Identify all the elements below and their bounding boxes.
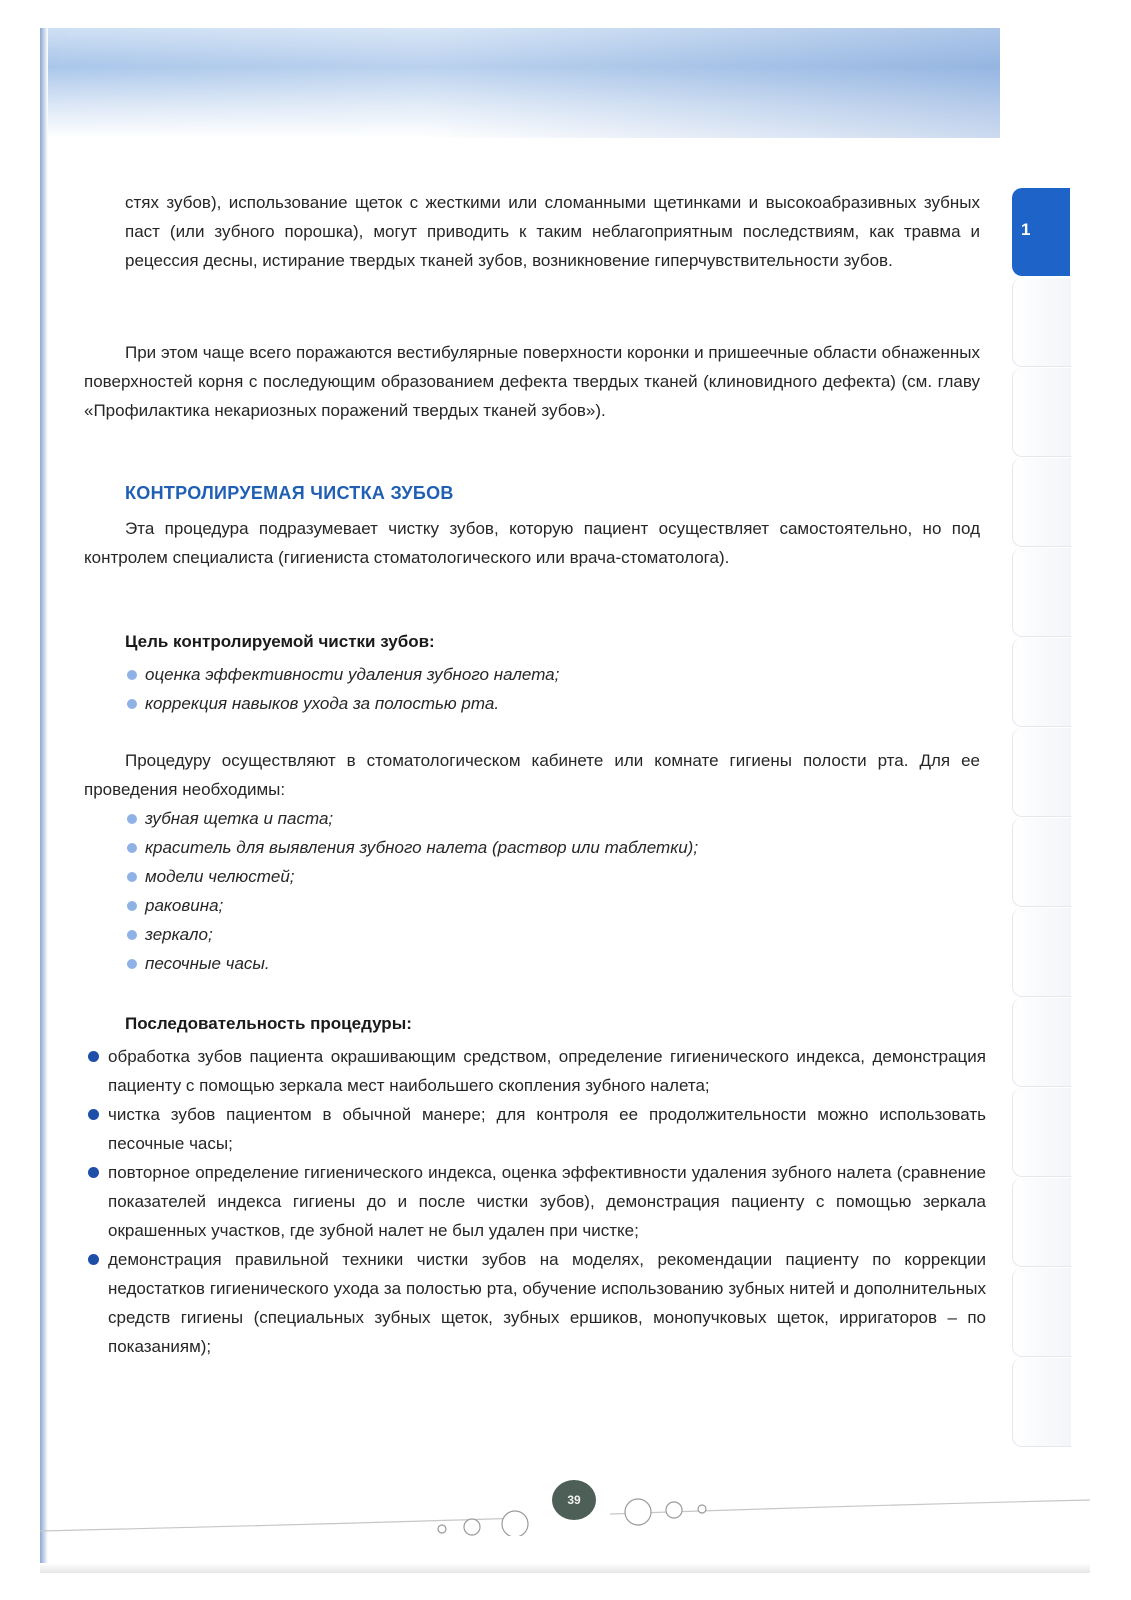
needs-list bbox=[125, 804, 985, 978]
list-item: песочные часы. bbox=[125, 949, 985, 978]
goal-list bbox=[125, 660, 985, 718]
sequence-heading: Последовательность процедуры: bbox=[125, 1014, 412, 1033]
list-item: коррекция навыков ухода за полостью рта. bbox=[125, 689, 985, 718]
chapter-tab[interactable] bbox=[1012, 1358, 1071, 1447]
chapter-tab[interactable] bbox=[1012, 1178, 1071, 1267]
list-item: модели челюстей; bbox=[125, 862, 985, 891]
header-gradient-band bbox=[40, 28, 1000, 138]
chapter-tab-active[interactable] bbox=[1012, 188, 1070, 276]
decor-circle-icon bbox=[625, 1499, 651, 1525]
chapter-tab[interactable] bbox=[1012, 818, 1071, 907]
chapter-tab[interactable] bbox=[1012, 908, 1071, 997]
bullet-icon bbox=[127, 670, 137, 680]
bullet-icon bbox=[88, 1167, 99, 1178]
list-item: раковина; bbox=[125, 891, 985, 920]
chapter-tab-label: 1 bbox=[1021, 220, 1031, 239]
bullet-icon bbox=[127, 699, 137, 709]
bullet-icon bbox=[127, 930, 137, 940]
chapter-tab[interactable] bbox=[1012, 278, 1071, 367]
chapter-tab[interactable] bbox=[1012, 1268, 1071, 1357]
paragraph-2: При этом чаще всего поражаются вестибулярные поверхности коронки и пришеечные области обнаженных поверхностей корня с последующим образованием дефекта твердых тканей (клиновидного дефекта) (см. главу «Профилактика некариозных поражений твердых тканей зубов»). bbox=[84, 343, 980, 420]
bullet-icon bbox=[88, 1254, 99, 1265]
bullet-icon bbox=[127, 901, 137, 911]
paragraph-4: Процедуру осуществляют в стоматологическом кабинете или комнате гигиены полости рта. Для ее проведения необходимы: bbox=[84, 751, 980, 799]
book-page bbox=[40, 28, 1090, 1573]
chapter-tab[interactable] bbox=[1012, 638, 1071, 727]
bullet-icon bbox=[127, 872, 137, 882]
paragraph-3: Эта процедура подразумевает чистку зубов, которую пациент осуществляет самостоятельно, но под контролем специалиста (гигиениста стоматологического или врача-стоматолога). bbox=[84, 519, 980, 567]
chapter-tab[interactable] bbox=[1012, 548, 1071, 637]
chapter-tab[interactable] bbox=[1012, 998, 1071, 1087]
decor-circle-icon bbox=[438, 1525, 446, 1533]
list-item: демонстрация правильной техники чистки зубов на моделях, рекомендации пациенту по коррекции недостатков гигиенического ухода за полостью рта, обучение использованию зубных нитей и дополнительных средств гигиены (специальных зубных щеток, зубных ершиков, монопучковых щеток, ирригаторов – по показаниям); bbox=[86, 1245, 986, 1361]
list-item: повторное определение гигиенического индекса, оценка эффективности удаления зубного налета (сравнение показателей индекса гигиены до и после чистки зубов), демонстрация пациенту с помощью зеркала окрашенных участков, где зубной налет не был удален при чистке; bbox=[86, 1158, 986, 1245]
list-item: оценка эффективности удаления зубного налета; bbox=[125, 660, 985, 689]
page-left-edge bbox=[40, 28, 48, 1573]
bullet-icon bbox=[127, 814, 137, 824]
list-item: обработка зубов пациента окрашивающим средством, определение гигиенического индекса, демонстрация пациенту с помощью зеркала мест наибольшего скопления зубного налета; bbox=[86, 1042, 986, 1100]
page-bottom-edge bbox=[40, 1563, 1090, 1573]
bullet-icon bbox=[127, 843, 137, 853]
list-item: зубная щетка и паста; bbox=[125, 804, 985, 833]
decor-circle-icon bbox=[698, 1505, 706, 1513]
chapter-tab[interactable] bbox=[1012, 728, 1071, 817]
list-item: зеркало; bbox=[125, 920, 985, 949]
chapter-tab[interactable] bbox=[1012, 1088, 1071, 1177]
decor-circle-icon bbox=[666, 1502, 682, 1518]
chapter-tab[interactable] bbox=[1012, 368, 1071, 457]
decor-circle-icon bbox=[464, 1519, 480, 1535]
list-item: краситель для выявления зубного налета (раствор или таблетки); bbox=[125, 833, 985, 862]
bullet-icon bbox=[88, 1109, 99, 1120]
goal-heading: Цель контролируемой чистки зубов: bbox=[125, 632, 435, 651]
paragraph-1: стях зубов), использование щеток с жесткими или сломанными щетинками и высокоабразивных зубных паст (или зубного порошка), могут приводить к таким неблагоприятным последствиям, как травма и рецессия десны, истирание твердых тканей зубов, возникновение гиперчувствительности зубов. bbox=[125, 193, 980, 270]
bullet-icon bbox=[88, 1051, 99, 1062]
sequence-list bbox=[86, 1042, 986, 1361]
list-item: чистка зубов пациентом в обычной манере; для контроля ее продолжительности можно использовать песочные часы; bbox=[86, 1100, 986, 1158]
chapter-tab[interactable] bbox=[1012, 458, 1071, 547]
page-number: 39 bbox=[552, 1480, 596, 1520]
decor-circle-icon bbox=[502, 1511, 528, 1536]
section-heading: КОНТРОЛИРУЕМАЯ ЧИСТКА ЗУБОВ bbox=[125, 483, 454, 503]
chapter-tabs bbox=[1012, 188, 1072, 1438]
bullet-icon bbox=[127, 959, 137, 969]
